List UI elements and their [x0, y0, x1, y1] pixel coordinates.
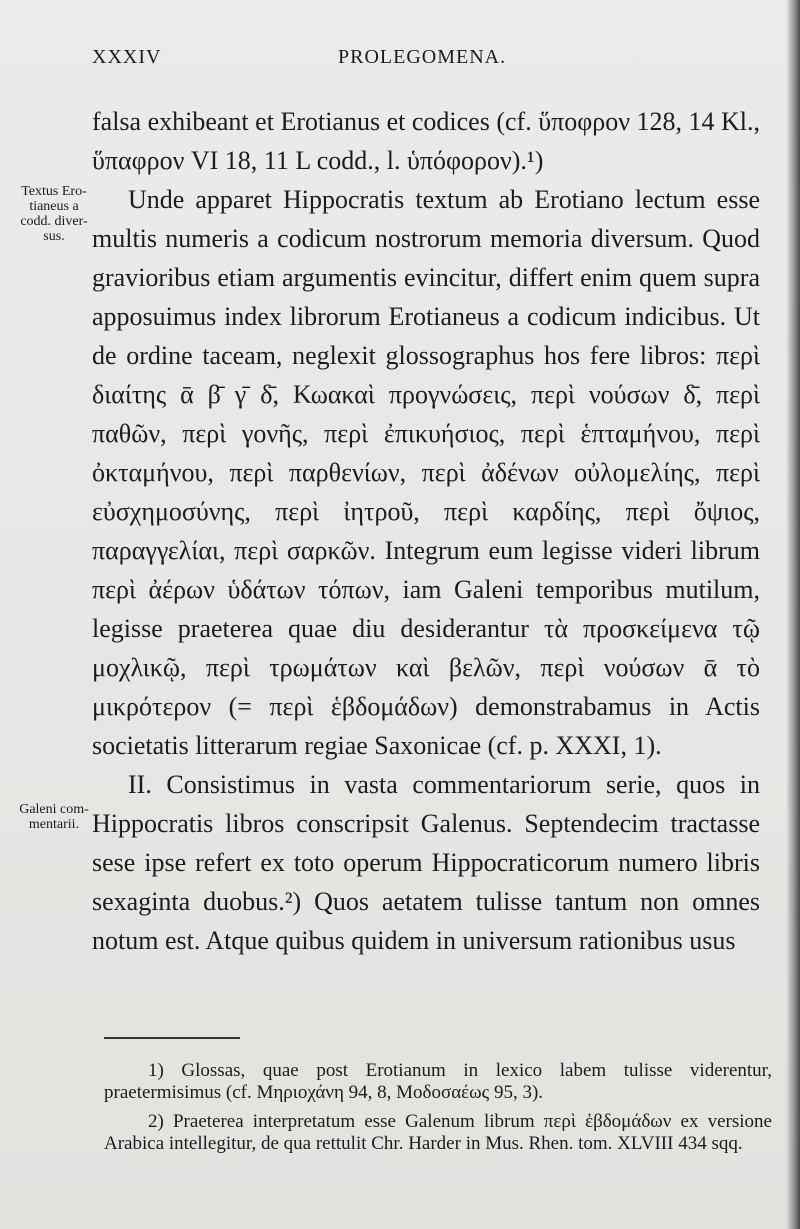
paragraph-2: Unde apparet Hippocratis textum ab Erotiano lectum esse multis numeris a codicum nostrorum memoria diversum. Quod gravioribus etiam argumentis evincitur, differt enim quem supra apposuimus index librorum Erotianeus a codicum indicibus. Ut de ordine taceam, neglexit glossographus hos fere libros: περὶ διαίτης ᾱ β̄ γ̄ δ̄, Κωακαὶ προγνώσεις, περὶ νούσων δ̄, περὶ παθῶν, περὶ γονῆς, περὶ ἐπικυήσιος, περὶ ἑπταμήνου, περὶ ὀκταμήνου, περὶ παρθενίων, περὶ ἀδένων οὐλομελίης, περὶ εὐσχημοσύνης, περὶ ἰητροῦ, περὶ καρδίης, περὶ ὄψιος, παραγγελίαι, περὶ σαρκῶν. Integrum eum legisse videri librum περὶ ἀέρων ὑδάτων τόπων, iam Galeni temporibus mutilum, legisse praeterea quae diu desiderantur τὰ προσκείμενα τῷ μοχλικῷ, περὶ τρωμάτων καὶ βελῶν, περὶ νούσων ᾱ τὸ μικρότερον (= περὶ ἑβδομάδων) demonstrabamus in Actis societatis litterarum regiae Saxonicae (cf. p. XXXI, 1). [92, 185, 760, 760]
page-header [92, 46, 752, 76]
footnotes [104, 1060, 772, 1162]
paragraph-1: falsa exhibeant et Erotianus et codices (cf. ὕποφρον 128, 14 Kl., ὕπαφρον VI 18, 11 L codd., l. ὑπόφορον).¹) [92, 107, 760, 175]
main-text [92, 102, 760, 960]
footnote-2: 2) Praeterea interpretatum esse Galenum librum περὶ ἑβδομάδων ex versione Arabica intellegitur, de qua rettulit Chr. Harder in Mus. Rhen. tom. XLVIII 434 sqq. [104, 1111, 772, 1154]
marginal-note-galeni: Galeni com-mentarii. [19, 802, 89, 832]
marginal-note-textus: Textus Ero-tianeus a codd. diver-sus. [20, 184, 88, 244]
page-edge-shadow [786, 0, 800, 1229]
footnote-rule [104, 1037, 240, 1039]
paragraph-3: II. Consistimus in vasta commentariorum serie, quos in Hippocratis libros conscripsit Galenus. Septendecim tractasse sese ipse refert ex toto operum Hippocraticorum numero libris sexaginta duobus.²) Quos aetatem tulisse tantum non omnes notum est. Atque quibus quidem in universum rationibus usus [92, 770, 760, 955]
running-title: PROLEGOMENA. [338, 46, 507, 68]
footnote-1: 1) Glossas, quae post Erotianum in lexico labem tulisse viderentur, praetermisimus (cf. Μηριοχάνη 94, 8, Μοδοσαέως 95, 3). [104, 1060, 772, 1103]
page-number: XXXIV [92, 46, 162, 68]
